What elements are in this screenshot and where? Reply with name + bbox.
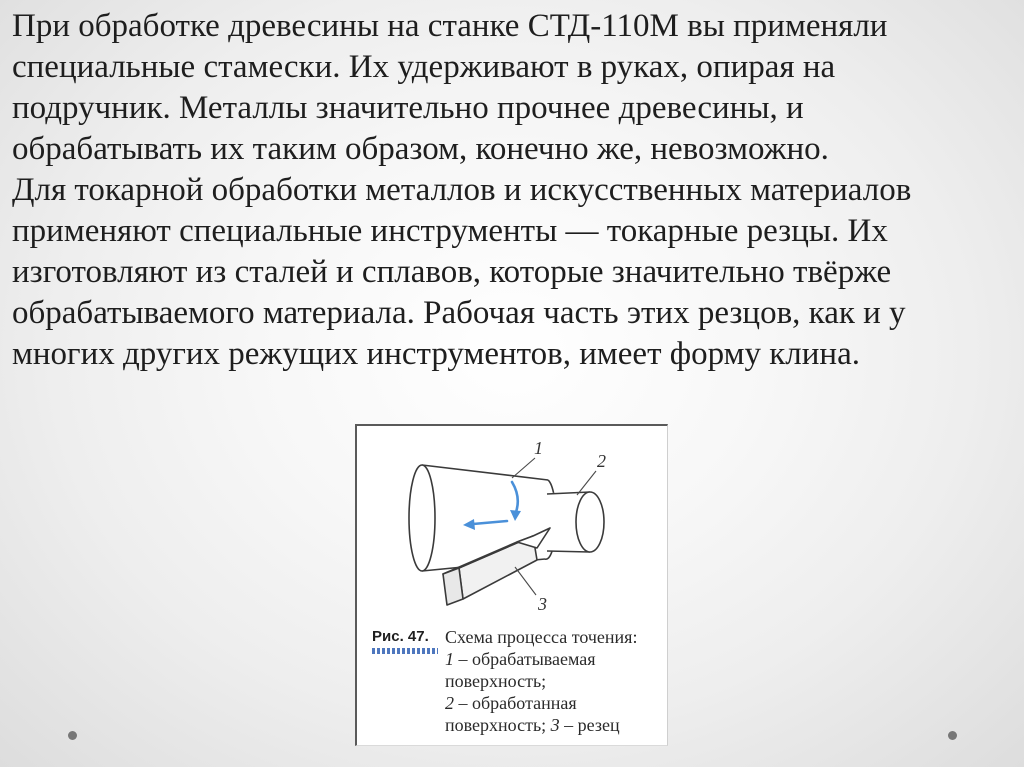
- caption-item-text: – обработанная: [458, 693, 577, 713]
- text-line: многих других режущих инструментов, имеет форму клина.: [12, 336, 860, 372]
- leader-line-3: [515, 567, 536, 595]
- slide-dot-left: [68, 731, 77, 740]
- text-line: подручник. Металлы значительно прочнее древесины, и: [12, 90, 804, 126]
- cutting-tool-end: [443, 568, 463, 605]
- caption-item-text: – резец: [564, 715, 620, 735]
- caption-item-text: – обрабатываемая: [458, 649, 596, 669]
- text-line: обрабатывать их таким образом, конечно же, невозможно.: [12, 131, 829, 167]
- caption-item-text: поверхность;: [445, 715, 547, 735]
- text-line: специальные стамески. Их удерживают в руках, опирая на: [12, 49, 836, 85]
- caption-item-number: 3: [550, 715, 560, 735]
- workpiece-end-face: [409, 465, 435, 571]
- caption-item-2: [445, 692, 637, 714]
- text-line: изготовляют из сталей и сплавов, которые значительно твёрже: [12, 254, 892, 290]
- diagram-label-3: 3: [538, 594, 547, 614]
- slide-dot-right: [948, 731, 957, 740]
- caption-title: Схема процесса точения:: [445, 627, 638, 647]
- slide-text: [12, 6, 1017, 375]
- text-line: применяют специальные инструменты — токарные резцы. Их: [12, 213, 888, 249]
- caption-item-2-3: [445, 714, 637, 736]
- caption-item-number: 1: [445, 649, 454, 669]
- finished-surface-bottom-edge: [547, 551, 590, 552]
- figure-caption: [445, 626, 637, 736]
- diagram-label-2: 2: [597, 451, 606, 471]
- caption-item-1-continued: поверхность;: [445, 671, 547, 691]
- figure-box: [355, 424, 668, 746]
- caption-dotted-bar: [372, 648, 438, 654]
- leader-line-1: [512, 458, 535, 478]
- caption-item-number: 2: [445, 693, 454, 713]
- text-line: обрабатываемого материала. Рабочая часть этих резцов, как и у: [12, 295, 906, 331]
- diagram-label-1: 1: [534, 438, 543, 458]
- finished-surface-end-face: [576, 492, 604, 552]
- caption-item-1: [445, 648, 637, 670]
- text-line: Для токарной обработки металлов и искусственных материалов: [12, 172, 912, 208]
- figure-label: Рис. 47.: [372, 628, 429, 645]
- text-line: При обработке древесины на станке СТД-110М вы применяли: [12, 8, 888, 44]
